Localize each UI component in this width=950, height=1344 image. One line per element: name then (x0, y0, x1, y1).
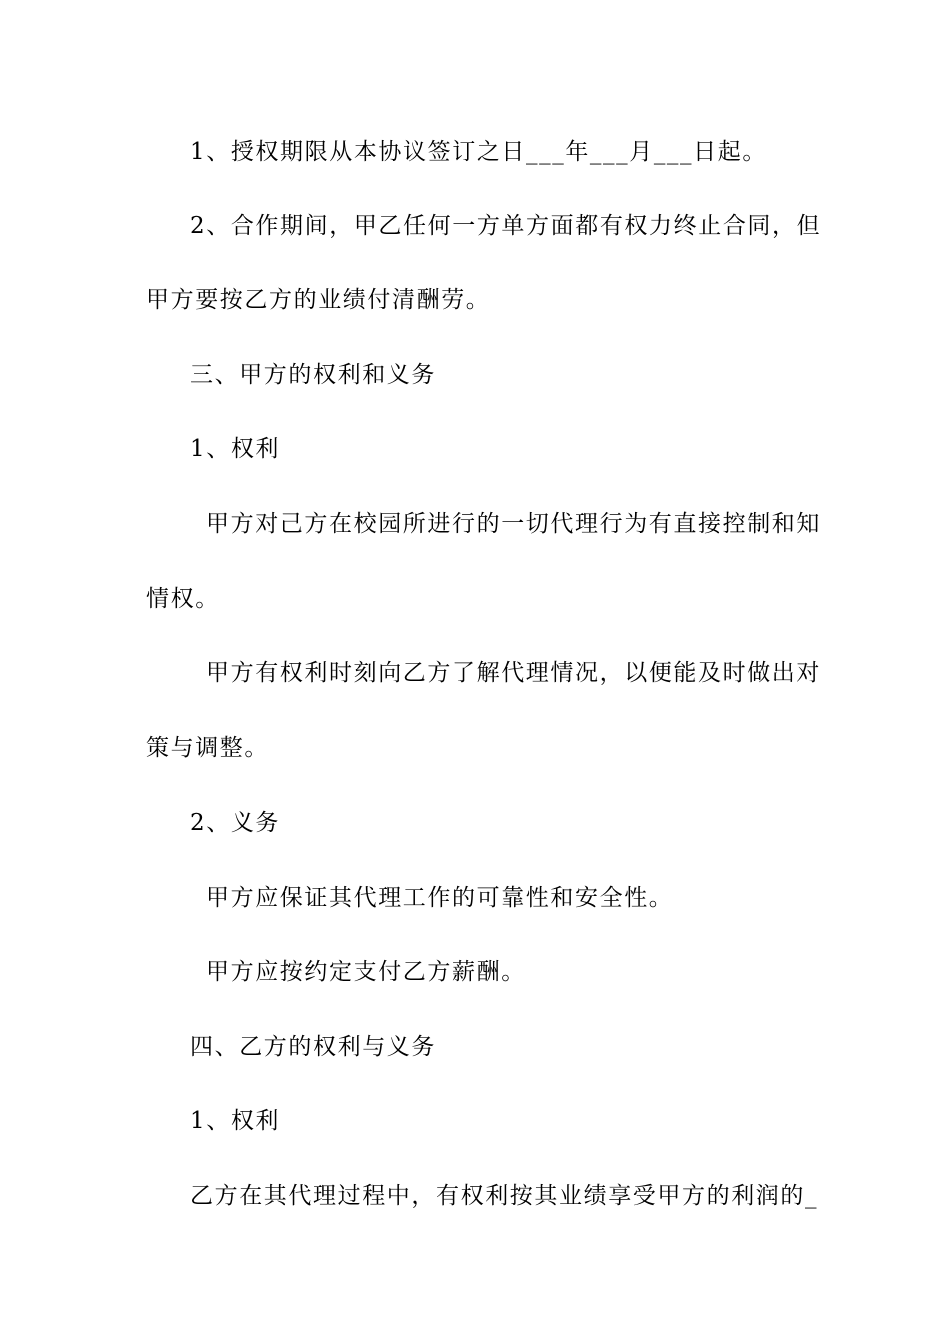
paragraph-line: 乙方在其代理过程中，有权利按其业绩享受甲方的利润的_ (190, 1183, 819, 1209)
section-heading: 三、甲方的权利和义务 (190, 362, 436, 388)
subsection-heading: 1、权利 (190, 436, 281, 462)
paragraph-line: 2、合作期间，甲乙任何一方单方面都有权力终止合同，但 (190, 213, 822, 239)
paragraph-line: 甲方要按乙方的业绩付清酬劳。 (146, 287, 491, 313)
paragraph-line: 甲方对己方在校园所进行的一切代理行为有直接控制和知 (206, 511, 821, 537)
paragraph-line: 甲方应按约定支付乙方薪酬。 (206, 959, 526, 985)
subsection-heading: 1、权利 (190, 1108, 281, 1134)
paragraph-line: 甲方应保证其代理工作的可靠性和安全性。 (206, 885, 674, 911)
section-heading: 四、乙方的权利与义务 (190, 1034, 436, 1060)
paragraph-line: 情权。 (146, 586, 220, 612)
paragraph-line: 1、授权期限从本协议签订之日___年___月___日起。 (190, 139, 767, 165)
paragraph-line: 甲方有权利时刻向乙方了解代理情况，以便能及时做出对 (206, 660, 821, 686)
paragraph-line: 策与调整。 (146, 735, 269, 761)
subsection-heading: 2、义务 (190, 810, 281, 836)
